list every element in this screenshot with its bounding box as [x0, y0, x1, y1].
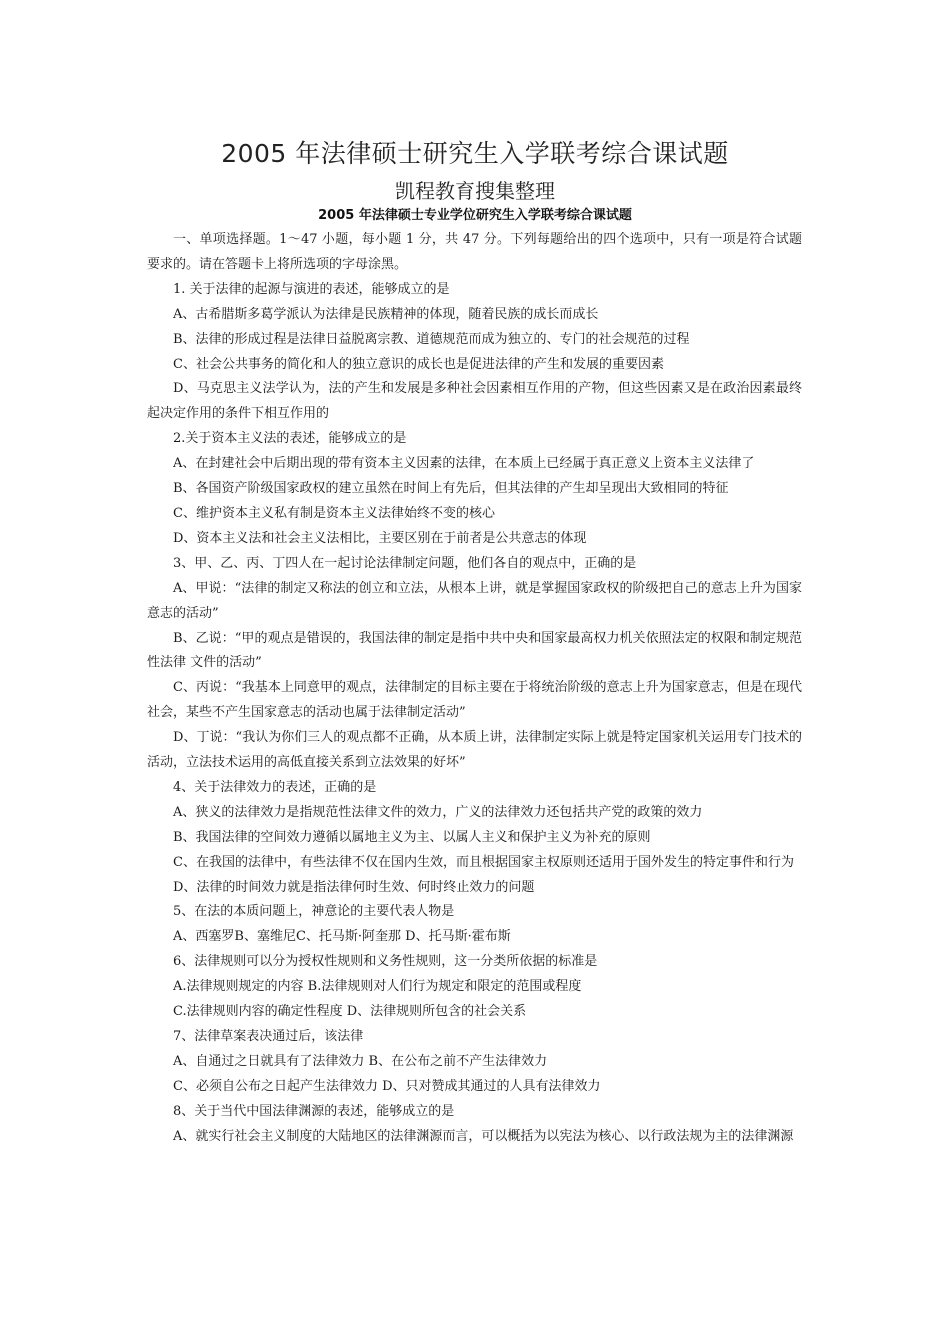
- paragraph: C.法律规则内容的确定性程度 D、法律规则所包含的社会关系: [173, 1004, 527, 1020]
- paragraph: C、社会公共事务的简化和人的独立意识的成长也是促进法律的产生和发展的重要因素: [173, 356, 664, 372]
- paragraph: D、资本主义法和社会主义法相比，主要区别在于前者是公共意志的体现: [173, 530, 587, 546]
- paragraph: A、甲说：“法律的制定又称法的创立和立法，从根本上讲，就是掌握国家政权的阶级把自己的意志上升为国家意志的活动”: [147, 580, 802, 621]
- document-title: 2005 年法律硕士研究生入学联考综合课试题: [221, 139, 729, 168]
- paragraph: D、马克思主义法学认为，法的产生和发展是多种社会因素相互作用的产物，但这些因素又是在政治因素最终起决定作用的条件下相互作用的: [147, 381, 802, 422]
- paragraph: C、必须自公布之日起产生法律效力 D、只对赞成其通过的人具有法律效力: [173, 1078, 601, 1094]
- paragraph: 6、法律规则可以分为授权性规则和义务性规则，这一分类所依据的标准是: [173, 954, 598, 970]
- paragraph: C、丙说：“我基本上同意甲的观点，法律制定的目标主要在于将统治阶级的意志上升为国家意志，但是在现代社会，某些不产生国家意志的活动也属于法律制定活动”: [147, 680, 802, 721]
- paragraph: 5、在法的本质问题上，神意论的主要代表人物是: [173, 904, 455, 920]
- paragraph: A、就实行社会主义制度的大陆地区的法律渊源而言，可以概括为以宪法为核心、以行政法规为主的法律渊源: [173, 1128, 794, 1144]
- paragraph: A、狭义的法律效力是指规范性法律文件的效力，广义的法律效力还包括共产党的政策的效力: [173, 804, 703, 820]
- paragraph: 8、关于当代中国法律渊源的表述，能够成立的是: [173, 1103, 455, 1119]
- paragraph: 一、单项选择题。1～47 小题，每小题 1 分，共 47 分。下列每题给出的四个选项中，只有一项是符合试题要求的。请在答题卡上将所选项的字母涂黑。: [147, 232, 802, 272]
- paragraph: C、在我国的法律中，有些法律不仅在国内生效，而且根据国家主权原则还适用于国外发生的特定事件和行为: [173, 854, 794, 870]
- paragraph: D、丁说：“我认为你们三人的观点都不正确，从本质上讲，法律制定实际上就是特定国家机关运用专门技术的活动，立法技术运用的高低直接关系到立法效果的好坏”: [147, 730, 802, 771]
- paragraph: B、我国法律的空间效力遵循以属地主义为主、以属人主义和保护主义为补充的原则: [173, 829, 651, 845]
- paragraph: B、各国资产阶级国家政权的建立虽然在时间上有先后，但其法律的产生却呈现出大致相同的特征: [173, 481, 729, 497]
- paragraph: B、法律的形成过程是法律日益脱离宗教、道德规范而成为独立的、专门的社会规范的过程: [173, 331, 690, 347]
- paragraph: 3、甲、乙、丙、丁四人在一起讨论法律制定问题，他们各自的观点中，正确的是: [173, 555, 637, 571]
- paragraph: B、乙说：“甲的观点是错误的，我国法律的制定是指中共中央和国家最高权力机关依照法定的权限和制定规范性法律 文件的活动”: [147, 630, 802, 671]
- paragraph: D、法律的时间效力就是指法律何时生效、何时终止效力的问题: [173, 879, 535, 895]
- document-subtitle: 凯程教育搜集整理: [395, 179, 555, 203]
- paragraph: A、自通过之日就具有了法律效力 B、在公布之前不产生法律效力: [173, 1053, 548, 1069]
- paragraph: 1. 关于法律的起源与演进的表述，能够成立的是: [173, 281, 450, 297]
- paragraph: 7、法律草案表决通过后，该法律: [173, 1029, 364, 1044]
- document-body: [147, 228, 802, 1150]
- paragraph: 4、关于法律效力的表述，正确的是: [173, 779, 377, 795]
- paragraph: A、西塞罗B、塞维尼C、托马斯·阿奎那 D、托马斯·霍布斯: [173, 929, 511, 945]
- paragraph: A.法律规则规定的内容 B.法律规则对人们行为规定和限定的范围或程度: [173, 979, 582, 995]
- paragraph: A、古希腊斯多葛学派认为法律是民族精神的体现，随着民族的成长而成长: [173, 306, 599, 322]
- paragraph: C、维护资本主义私有制是资本主义法律始终不变的核心: [173, 505, 495, 521]
- paragraph: A、在封建社会中后期出现的带有资本主义因素的法律，在本质上已经属于真正意义上资本主义法律了: [173, 456, 755, 472]
- exam-heading: 2005 年法律硕士专业学位研究生入学联考综合课试题: [318, 208, 632, 223]
- paragraph: 2.关于资本主义法的表述，能够成立的是: [173, 431, 407, 447]
